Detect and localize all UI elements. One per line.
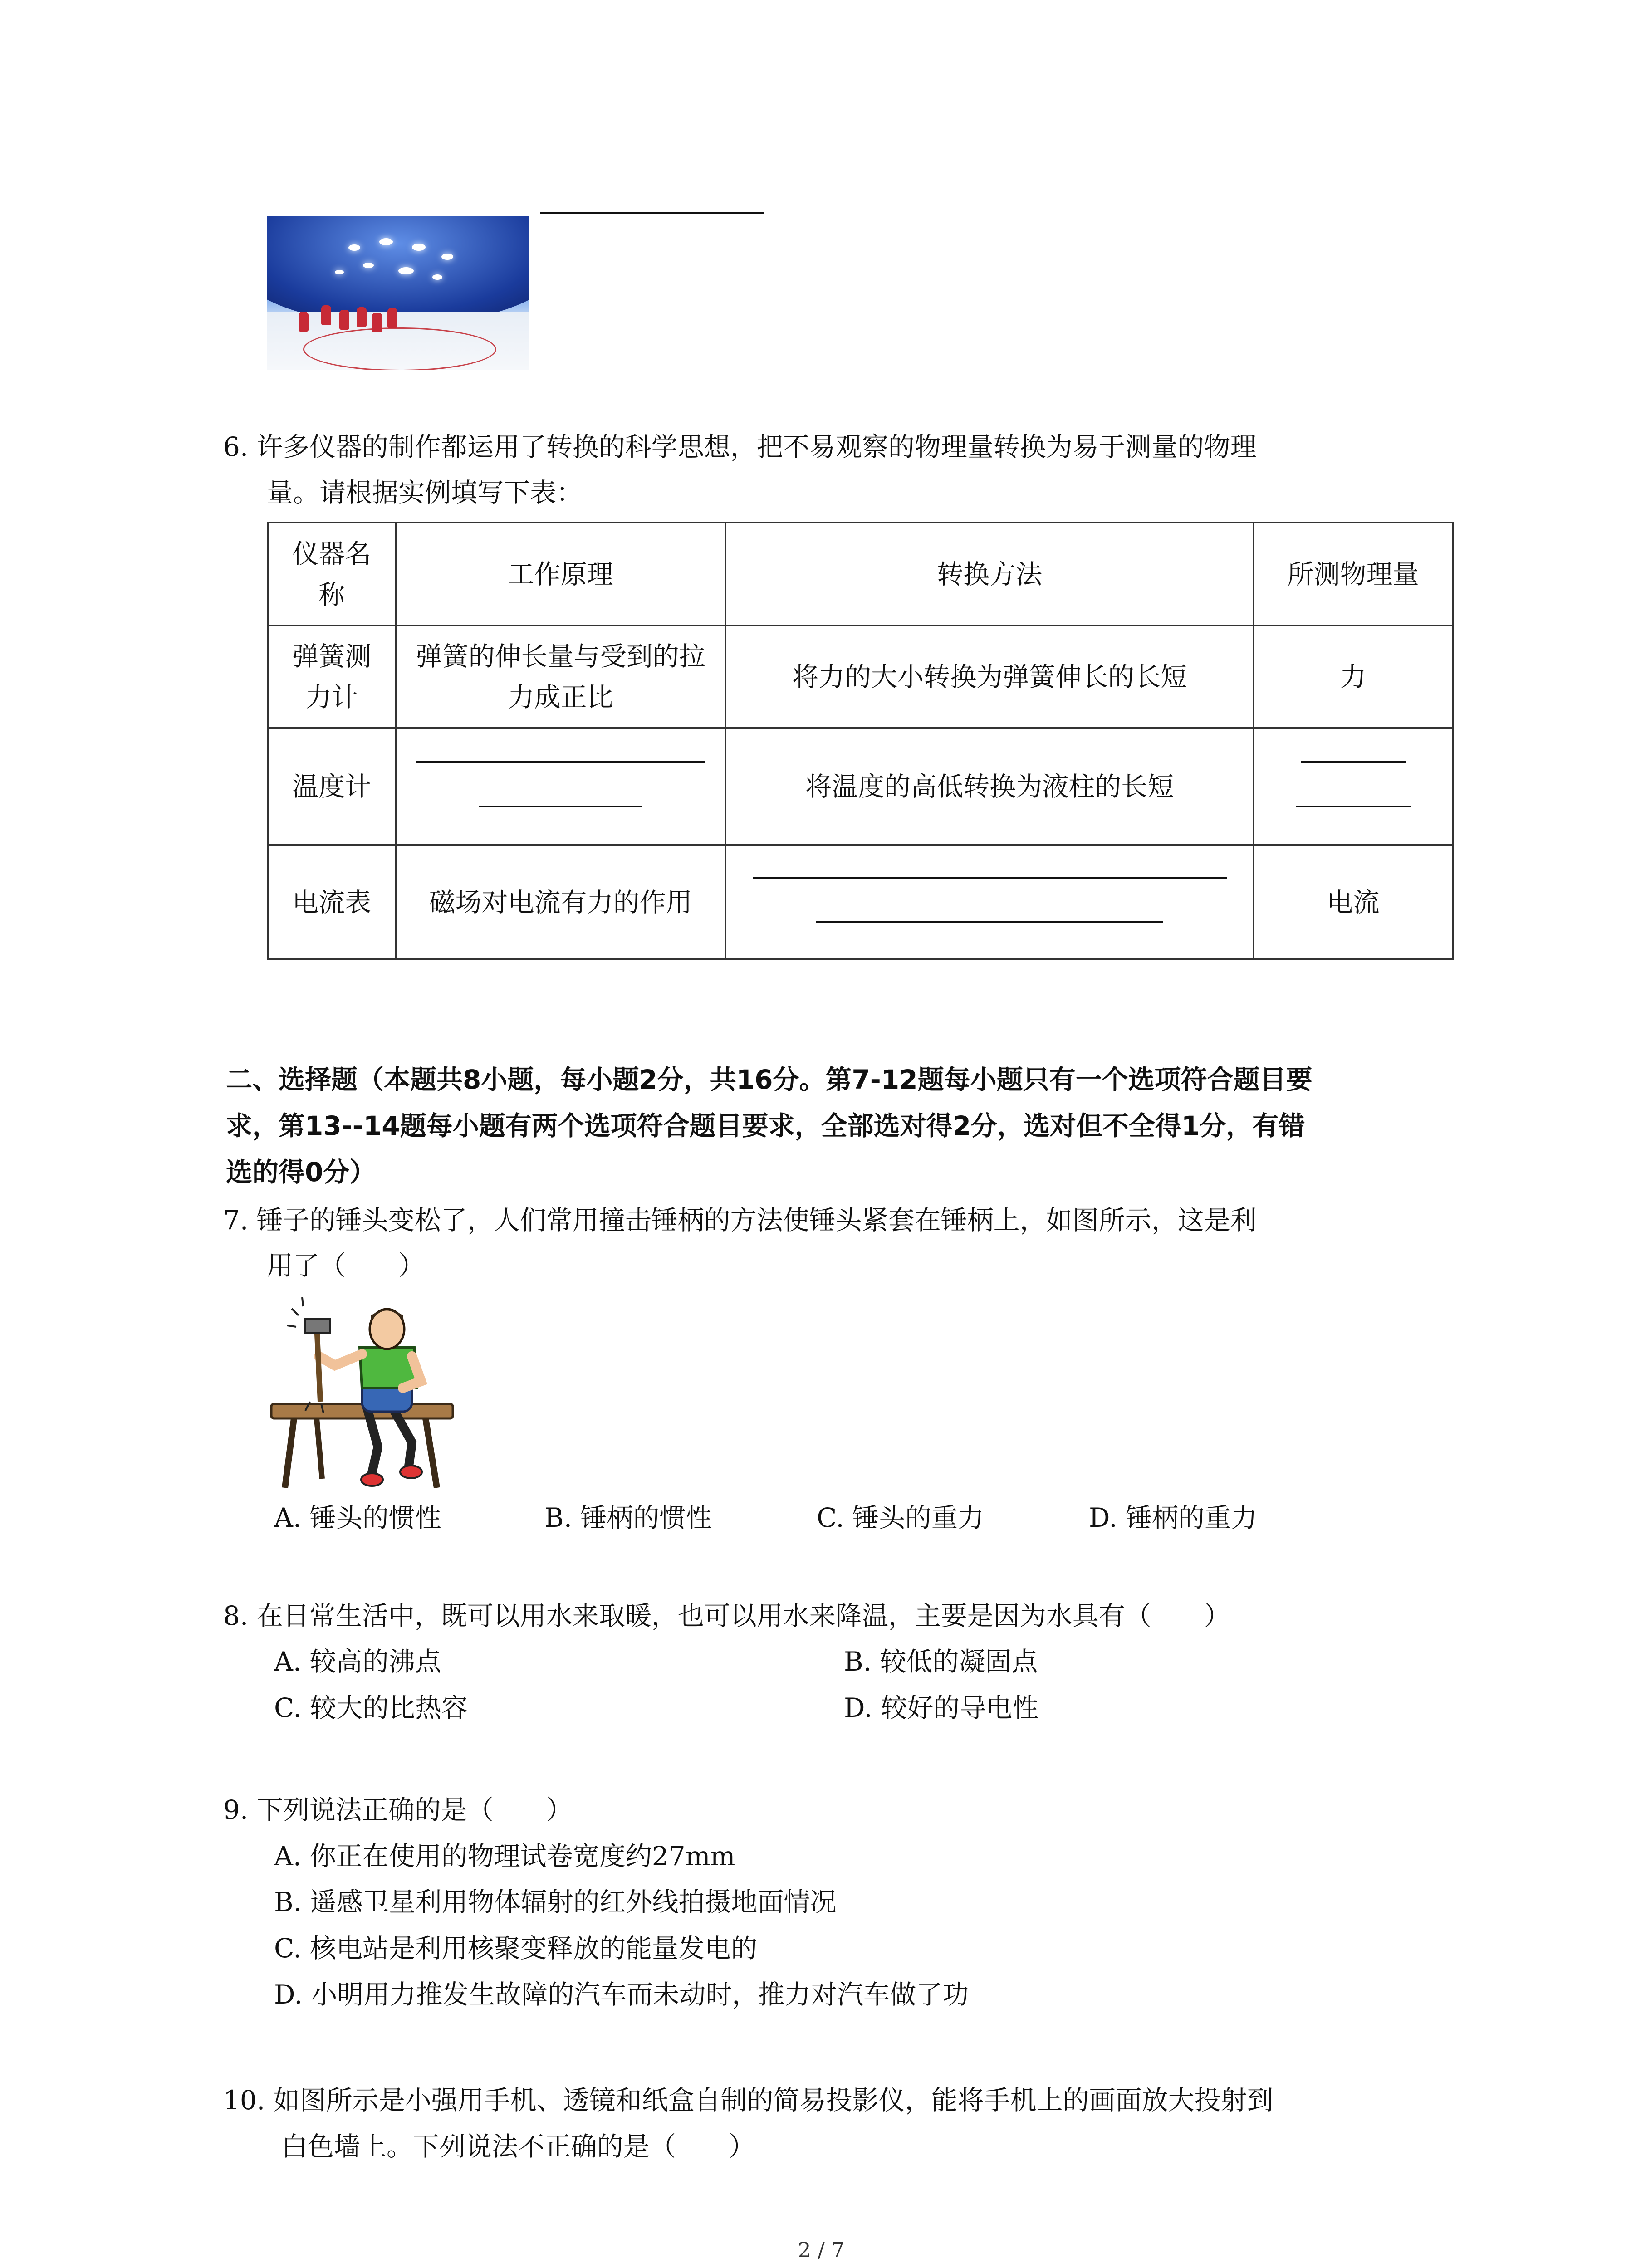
q9-option-c[interactable]: C. 核电站是利用核聚变释放的能量发电的 — [274, 1933, 758, 1964]
section-heading-cont: 选的得0分） — [226, 1157, 376, 1188]
q9-text: 9. 下列说法正确的是（ ） — [223, 1794, 573, 1825]
q6-text: 6. 许多仪器的制作都运用了转换的科学思想，把不易观察的物理量转换为易于测量的物理 — [223, 431, 1257, 462]
table-row — [268, 626, 1453, 728]
table-cell: 电流表 — [268, 845, 396, 959]
table-cell: 弹簧的伸长量与受到的拉力成正比 — [396, 626, 725, 728]
hammer-cartoon-image — [267, 1297, 462, 1492]
answer-blank-q5[interactable] — [540, 212, 764, 214]
table-cell: 将力的大小转换为弹簧伸长的长短 — [725, 626, 1254, 728]
table-cell: 将温度的高低转换为液柱的长短 — [725, 728, 1254, 845]
q10-text: 10. 如图所示是小强用手机、透镜和纸盒自制的简易投影仪，能将手机上的画面放大投射到 — [223, 2085, 1274, 2116]
answer-cell-quantity[interactable] — [1254, 728, 1453, 845]
answer-cell-method[interactable] — [725, 845, 1254, 959]
q9-option-a[interactable]: A. 你正在使用的物理试卷宽度约27mm — [274, 1841, 735, 1872]
q8-option-a[interactable]: A. 较高的沸点 — [274, 1646, 441, 1677]
answer-cell-principle[interactable] — [396, 728, 725, 845]
table-row — [268, 728, 1453, 845]
table-header-row — [268, 523, 1453, 626]
q9-option-d[interactable]: D. 小明用力推发生故障的汽车而未动时，推力对汽车做了功 — [274, 1979, 969, 2010]
table-cell: 弹簧测力计 — [268, 626, 396, 728]
section-heading: 二、选择题（本题共8小题，每小题2分，共16分。第7-12题每小题只有一个选项符合题目要 — [226, 1064, 1313, 1095]
table-header-cell: 所测物理量 — [1254, 523, 1453, 626]
ice-rink-image — [267, 216, 529, 370]
q7-option-d[interactable]: D. 锤柄的重力 — [1089, 1502, 1258, 1533]
table-cell: 温度计 — [268, 728, 396, 845]
table-cell: 力 — [1254, 626, 1453, 728]
q7-text-cont: 用了（ ） — [267, 1250, 425, 1281]
q8-option-d[interactable]: D. 较好的导电性 — [844, 1692, 1039, 1723]
q7-option-b[interactable]: B. 锤柄的惯性 — [544, 1502, 712, 1533]
q7-option-c[interactable]: C. 锤头的重力 — [817, 1502, 985, 1533]
q8-text: 8. 在日常生活中，既可以用水来取暖，也可以用水来降温，主要是因为水具有（ ） — [223, 1600, 1230, 1631]
table-cell: 磁场对电流有力的作用 — [396, 845, 725, 959]
q8-option-b[interactable]: B. 较低的凝固点 — [844, 1646, 1038, 1677]
q6-text-cont: 量。请根据实例填写下表： — [267, 477, 583, 508]
q9-option-b[interactable]: B. 遥感卫星利用物体辐射的红外线拍摄地面情况 — [274, 1887, 837, 1917]
q10-text-cont: 白色墙上。下列说法不正确的是（ ） — [281, 2131, 755, 2162]
table-cell: 电流 — [1254, 845, 1453, 959]
q7-text: 7. 锤子的锤头变松了，人们常用撞击锤柄的方法使锤头紧套在锤柄上，如图所示，这是利 — [223, 1205, 1257, 1236]
instrument-table — [267, 522, 1454, 960]
table-header-cell: 转换方法 — [725, 523, 1254, 626]
q8-option-c[interactable]: C. 较大的比热容 — [274, 1692, 468, 1723]
table-header-cell: 工作原理 — [396, 523, 725, 626]
table-row — [268, 845, 1453, 959]
table-header-cell: 仪器名称 — [268, 523, 396, 626]
section-heading-cont: 求，第13--14题每小题有两个选项符合题目要求，全部选对得2分，选对但不全得1分，有错 — [226, 1110, 1305, 1141]
page-number: 2 / 7 — [798, 2238, 845, 2262]
q7-option-a[interactable]: A. 锤头的惯性 — [274, 1502, 441, 1533]
